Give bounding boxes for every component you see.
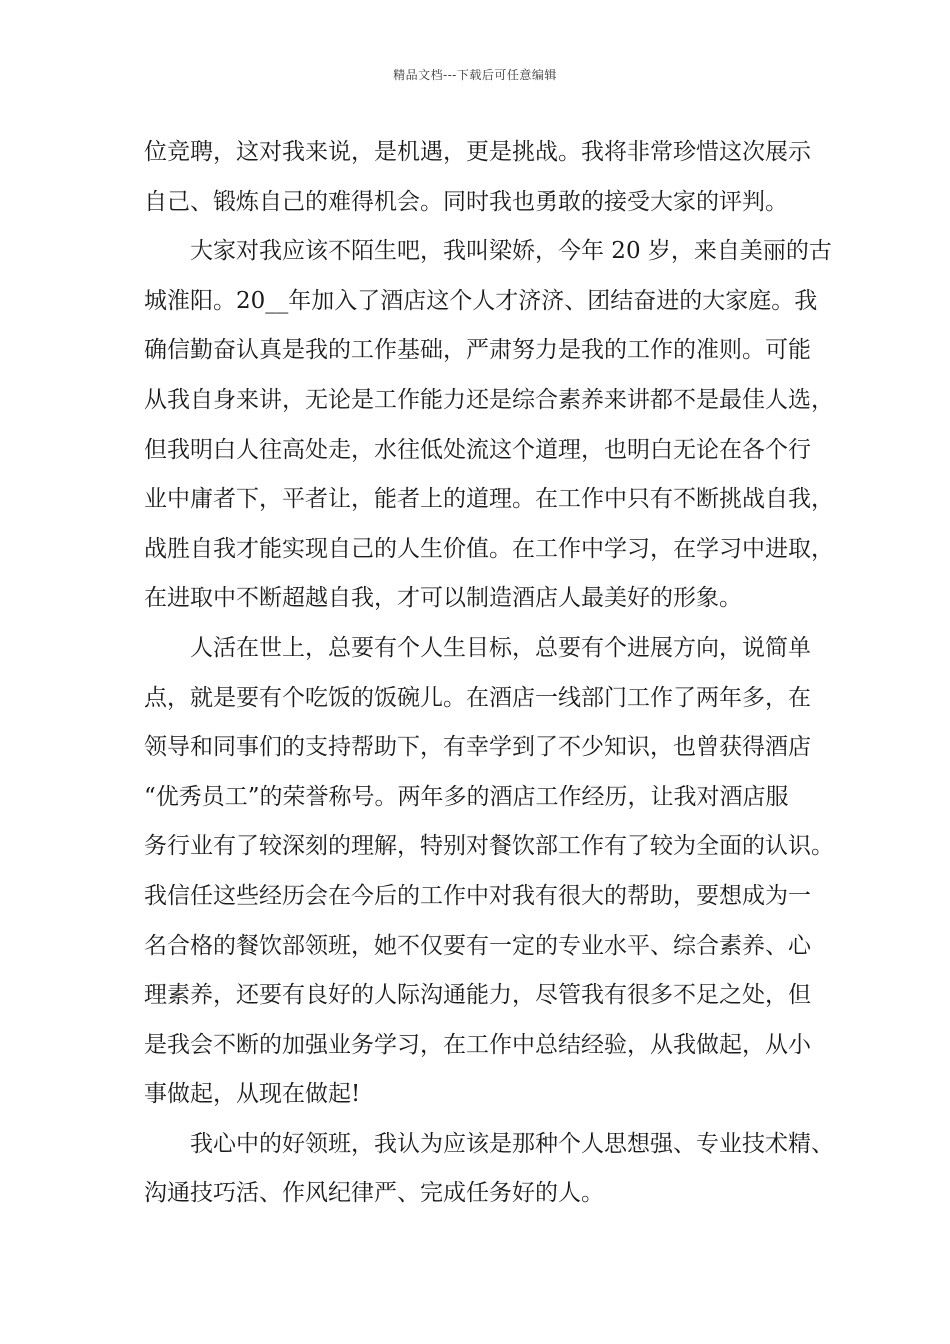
text-line: 人活在世上，总要有个人生目标，总要有个进展方向，说简单 — [190, 634, 811, 661]
text-line: 名合格的餐饮部领班，她不仅要有一定的专业水平、综合素养、心 — [144, 932, 811, 959]
paragraph-1 — [144, 128, 820, 227]
text-line: 在进取中不断超越自我，才可以制造酒店人最美好的形象。 — [144, 585, 742, 612]
text-line: 从我自身来讲，无论是工作能力还是综合素养来讲都不是最佳人选， — [144, 386, 834, 413]
text-line: 理素养，还要有良好的人际沟通能力，尽管我有很多不足之处，但 — [144, 982, 811, 1009]
text-line: 大家对我应该不陌生吧，我叫梁娇，今年 20 岁，来自美丽的古 — [190, 238, 832, 265]
text-line: 点，就是要有个吃饭的饭碗儿。在酒店一线部门工作了两年多，在 — [144, 684, 811, 711]
document-body — [144, 128, 834, 1219]
text-line: 确信勤奋认真是我的工作基础，严肃努力是我的工作的准则。可能 — [144, 337, 811, 364]
text-line: 业中庸者下，平者让，能者上的道理。在工作中只有不断挑战自我， — [144, 486, 834, 513]
text-line: 务行业有了较深刻的理解，特别对餐饮部工作有了较为全面的认识。 — [144, 833, 834, 860]
text-line: 领导和同事们的支持帮助下，有幸学到了不少知识，也曾获得酒店 — [144, 734, 811, 761]
text-line: 我信任这些经历会在今后的工作中对我有很大的帮助，要想成为一 — [144, 882, 811, 909]
text-line: 自己、锻炼自己的难得机会。同时我也勇敢的接受大家的评判。 — [144, 188, 788, 215]
paragraph-3 — [144, 624, 834, 1120]
paragraph-2 — [144, 227, 834, 624]
page-header: 精品文档---下载后可任意编辑 — [393, 68, 557, 82]
text-line: 战胜自我才能实现自己的人生价值。在工作中学习，在学习中进取， — [144, 535, 834, 562]
text-line: 事做起，从现在做起! — [144, 1081, 361, 1108]
text-line: 城淮阳。20__年加入了酒店这个人才济济、团结奋进的大家庭。我 — [144, 287, 818, 314]
text-line: 是我会不断的加强业务学习，在工作中总结经验，从我做起，从小 — [144, 1031, 811, 1058]
text-line: “优秀员工”的荣誉称号。两年多的酒店工作经历，让我对酒店服 — [144, 783, 789, 810]
text-line: 但我明白人往高处走，水往低处流这个道理，也明白无论在各个行 — [144, 436, 811, 463]
text-line: 我心中的好领班，我认为应该是那种个人思想强、专业技术精、 — [190, 1130, 834, 1157]
text-line: 沟通技巧活、作风纪律严、完成任务好的人。 — [144, 1180, 604, 1207]
text-line: 位竞聘，这对我来说，是机遇，更是挑战。我将非常珍惜这次展示 — [144, 139, 811, 165]
paragraph-4 — [144, 1120, 834, 1219]
